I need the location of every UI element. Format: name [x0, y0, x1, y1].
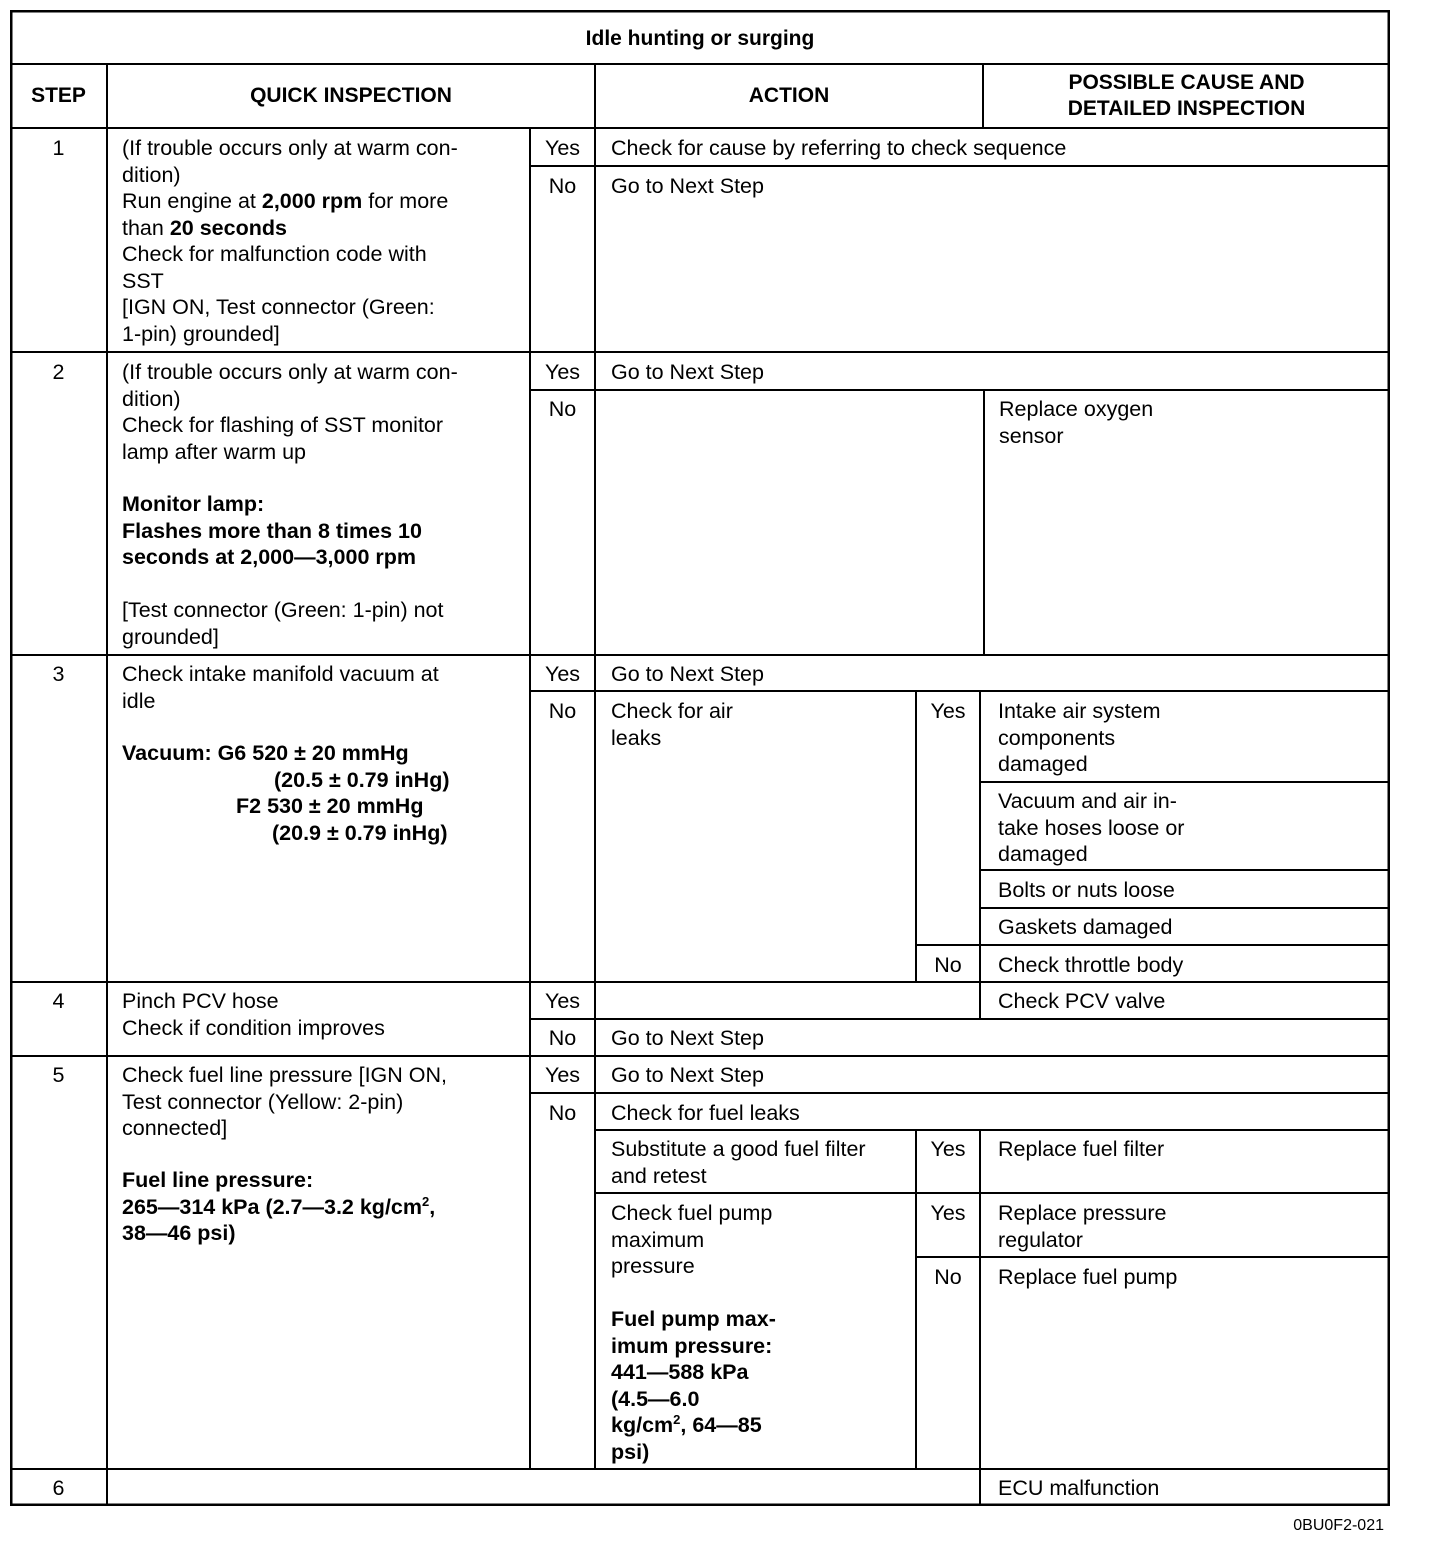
- step-number: 3: [52, 662, 65, 686]
- no-label: No: [548, 699, 577, 723]
- step-1-quick-inspection: (If trouble occurs only at warm con- dition) Run engine at 2,000 rpm for more than 20 seconds Check for malfunction code with SST [IGN ON, Test connector (Green: 1-pin) grounded]: [122, 136, 458, 346]
- document-code: 0BU0F2-021: [1293, 1517, 1384, 1534]
- step-2-no-cause: Replace oxygen sensor: [999, 397, 1154, 448]
- step-3-cause-throttle: Check throttle body: [998, 953, 1184, 977]
- step-number: 5: [52, 1063, 65, 1087]
- step-5-cause-fuel-filter: Replace fuel filter: [998, 1137, 1165, 1161]
- step-3-vacuum-g6-inhg: (20.5 ± 0.79 inHg): [274, 768, 450, 792]
- no-label: No: [548, 1101, 577, 1125]
- yes-label: Yes: [930, 1137, 966, 1161]
- header-step: STEP: [31, 84, 86, 107]
- troubleshooting-table: [10, 10, 1390, 1506]
- step-4-quick-inspection: Pinch PCV hose Check if condition improves: [122, 989, 385, 1040]
- step-3-vacuum-spec-g6: Vacuum: G6 520 ± 20 mmHg: [122, 741, 409, 765]
- no-label: No: [548, 174, 577, 198]
- step-3-cause-bolts: Bolts or nuts loose: [998, 878, 1175, 902]
- yes-label: Yes: [544, 662, 581, 686]
- no-label: No: [548, 1026, 577, 1050]
- step-3-vacuum-spec-f2: F2 530 ± 20 mmHg: [236, 794, 424, 818]
- step-2-quick-inspection: (If trouble occurs only at warm con- dition) Check for flashing of SST monitor lamp after warm up: [122, 360, 458, 464]
- next-step-action: Go to Next Step: [611, 662, 764, 686]
- next-step-action: Go to Next Step: [611, 174, 764, 198]
- no-label: No: [548, 397, 577, 421]
- step-number: 1: [52, 136, 65, 160]
- step-1-yes-action: Check for cause by referring to check sequence: [611, 136, 1067, 160]
- no-label: No: [934, 1265, 962, 1289]
- step-3-quick-inspection: Check intake manifold vacuum at idle: [122, 662, 439, 713]
- next-step-action: Go to Next Step: [611, 1026, 764, 1050]
- step-5-check-fuel-leaks: Check for fuel leaks: [611, 1101, 800, 1125]
- next-step-action: Go to Next Step: [611, 1063, 764, 1087]
- step-5-quick-inspection: Check fuel line pressure [IGN ON, Test connector (Yellow: 2-pin) connected]: [122, 1063, 448, 1140]
- table-title: Idle hunting or surging: [585, 27, 815, 50]
- step-3-cause-gaskets: Gaskets damaged: [998, 915, 1173, 939]
- yes-label: Yes: [544, 360, 581, 384]
- next-step-action: Go to Next Step: [611, 360, 764, 384]
- step-2-monitor-lamp-spec: Monitor lamp: Flashes more than 8 times 10 seconds at 2,000—3,000 rpm: [122, 492, 422, 569]
- step-4-yes-cause: Check PCV valve: [998, 989, 1166, 1013]
- header-quick-inspection: QUICK INSPECTION: [250, 84, 452, 107]
- step-5-fuel-line-pressure-spec: Fuel line pressure: 265—314 kPa (2.7—3.2 $kg/cm^2$, 38—46 psi): [122, 1168, 436, 1245]
- yes-label: Yes: [544, 989, 581, 1013]
- step-5-check-fuel-pump: Check fuel pump maximum pressure: [611, 1201, 773, 1278]
- step-number: 2: [52, 360, 65, 384]
- no-label: No: [934, 953, 962, 977]
- step-3-cause-hoses: Vacuum and air in- take hoses loose or damaged: [998, 789, 1185, 866]
- step-3-vacuum-f2-inhg: (20.9 ± 0.79 inHg): [272, 821, 448, 845]
- step-3-no-action: Check for air leaks: [611, 699, 733, 750]
- yes-label: Yes: [930, 1201, 966, 1225]
- header-possible-cause: POSSIBLE CAUSE AND DETAILED INSPECTION: [1067, 71, 1306, 120]
- step-number: 4: [52, 989, 65, 1013]
- header-action: ACTION: [748, 84, 830, 107]
- step-2-test-connector-note: [Test connector (Green: 1-pin) not grounded]: [122, 598, 444, 649]
- yes-label: Yes: [544, 1063, 581, 1087]
- yes-label: Yes: [930, 699, 966, 723]
- step-number: 6: [52, 1476, 65, 1500]
- step-5-fuel-pump-pressure-spec: Fuel pump max- imum pressure: 441—588 kPa (4.5—6.0 $kg/cm^2$, 64—85 psi): [611, 1307, 776, 1464]
- step-3-cause-intake: Intake air system components damaged: [998, 699, 1161, 776]
- step-6-cause: ECU malfunction: [998, 1476, 1160, 1500]
- step-5-cause-pressure-regulator: Replace pressure regulator: [998, 1201, 1167, 1252]
- step-5-cause-fuel-pump: Replace fuel pump: [998, 1265, 1178, 1289]
- yes-label: Yes: [544, 136, 581, 160]
- step-5-substitute-fuel-filter: Substitute a good fuel filter and retest: [611, 1137, 866, 1188]
